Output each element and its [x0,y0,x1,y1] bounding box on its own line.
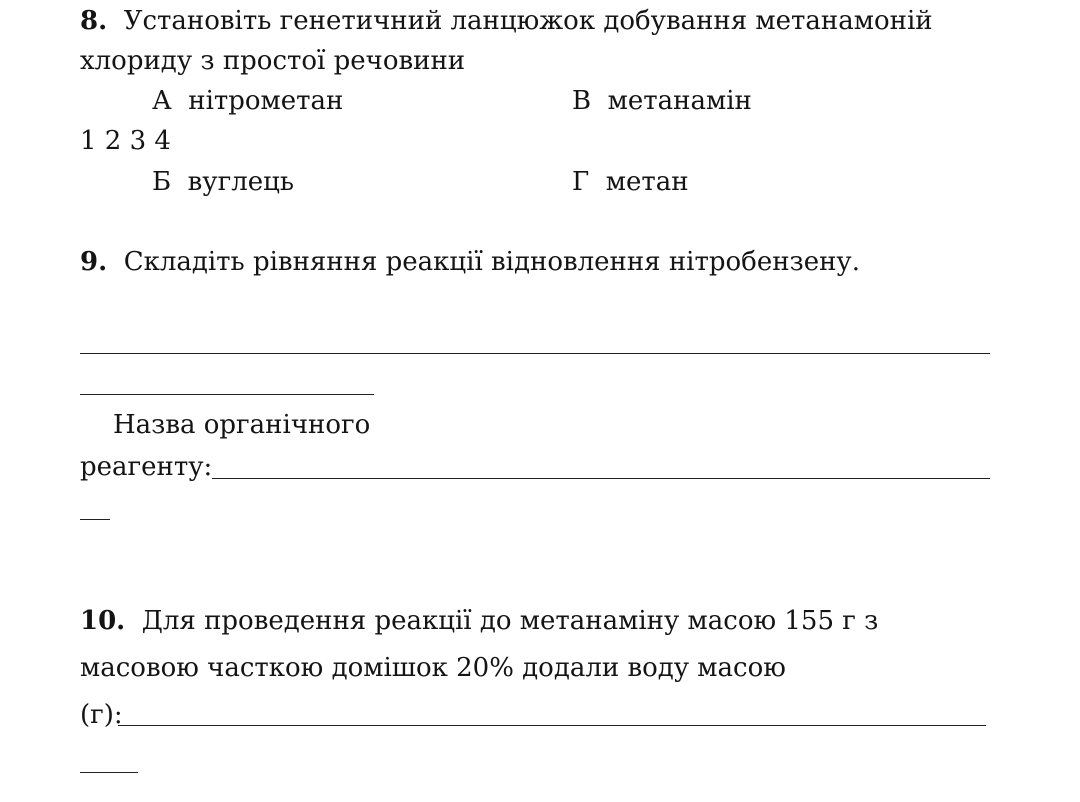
q10-answer-line[interactable] [118,725,986,726]
question-9-line [80,249,860,275]
question-9-text: Складіть рівняння реакції відновлення нітробензену. [123,247,860,277]
option-b-text: вуглець [187,167,294,197]
question-10-number: 10. [80,606,126,636]
question-10-text-3: (г): [80,700,123,730]
option-v-letter: В [572,86,592,116]
question-9-number: 9. [80,247,108,277]
option-b [152,169,294,195]
answer-slots: 1 2 3 4 [80,126,171,156]
option-g-text: метан [605,167,689,197]
question-8-line-1 [80,8,933,34]
q9-answer-line-1[interactable] [80,353,990,354]
q9-reagent-label-2: реагенту: [80,452,213,482]
question-8-text-2: хлориду з простої речовини [80,46,466,76]
question-8-number: 8. [80,6,108,36]
question-8-text-1: Установіть генетичний ланцюжок добування метанамоній [123,6,933,36]
option-v [572,88,752,114]
q9-reagent-answer-line[interactable] [212,478,990,479]
question-10-text-2: масовою часткою домішок 20% додали воду масою [80,653,786,683]
q9-reagent-label-1: Назва органічного [113,410,371,440]
question-10-text-1: Для проведення реакції до метанаміну масою 155 г з [141,606,879,636]
q10-answer-line-tail[interactable] [80,772,138,773]
q9-reagent-answer-line-tail[interactable] [80,519,110,520]
option-v-text: метанамін [607,86,752,116]
option-g-letter: Г [572,167,590,197]
option-a-letter: А [152,86,172,116]
q9-answer-line-2[interactable] [80,394,374,395]
option-b-letter: Б [152,167,172,197]
option-a-text: нітрометан [188,86,344,116]
question-10-line-1 [80,608,878,634]
option-g [572,169,689,195]
option-a [152,88,343,114]
